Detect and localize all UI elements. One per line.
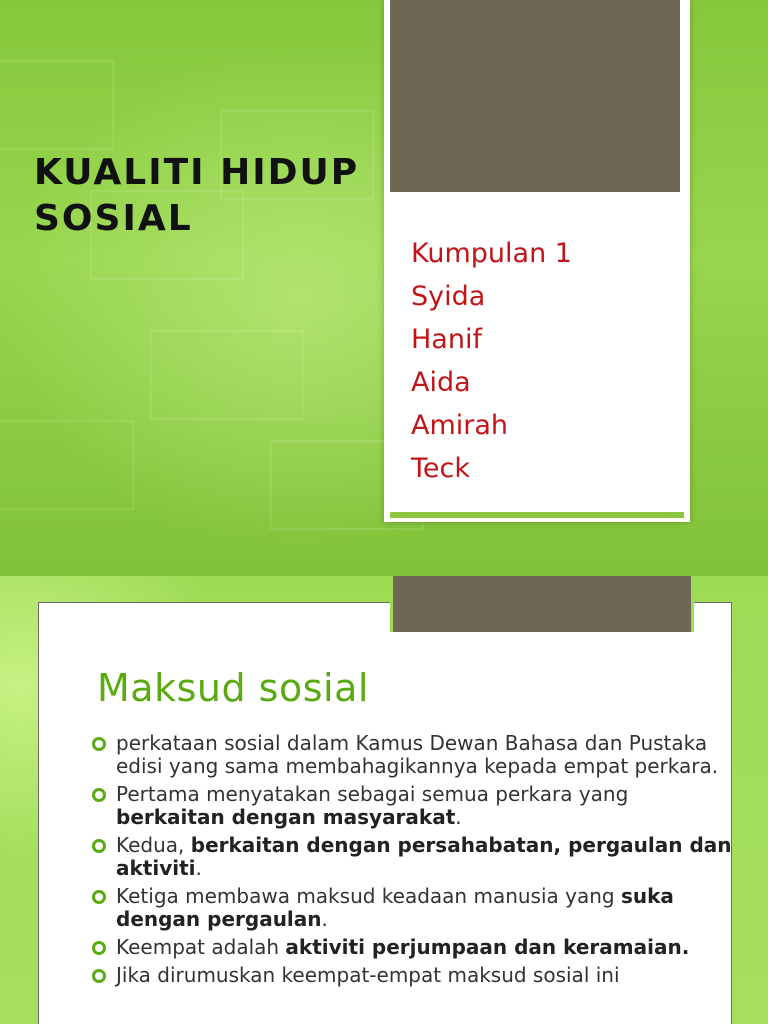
slide-title-line: KUALITI HIDUP	[34, 152, 360, 193]
member-name: Aida	[411, 367, 471, 398]
member-name: Amirah	[411, 410, 509, 441]
bullet-circle-icon	[92, 788, 106, 802]
bullet-circle-icon	[92, 839, 106, 853]
bullet-circle-icon	[92, 969, 106, 983]
panel-accent-bar	[390, 512, 684, 518]
bullet-item: Keempat adalah aktiviti perjumpaan dan keramaian.	[92, 936, 732, 959]
group-member-list	[411, 232, 572, 490]
panel-header-block	[390, 0, 680, 192]
bullet-circle-icon	[92, 941, 106, 955]
member-name: Hanif	[411, 324, 482, 355]
slide-title	[34, 150, 364, 242]
bullet-item: Ketiga membawa maksud keadaan manusia yang suka dengan pergaulan.	[92, 885, 732, 931]
hexagon-decoration	[150, 330, 304, 420]
bullet-list	[92, 732, 732, 992]
content-slide	[0, 576, 768, 1024]
bullet-circle-icon	[92, 737, 106, 751]
hexagon-decoration	[0, 60, 114, 150]
group-name: Kumpulan 1	[411, 238, 572, 269]
bullet-item: Kedua, berkaitan dengan persahabatan, pergaulan dan aktiviti.	[92, 834, 732, 880]
member-name: Teck	[411, 453, 470, 484]
header-block	[390, 576, 694, 632]
hexagon-decoration	[0, 420, 134, 510]
group-panel	[384, 0, 690, 522]
bullet-circle-icon	[92, 890, 106, 904]
member-name: Syida	[411, 281, 486, 312]
bullet-item: Pertama menyatakan sebagai semua perkara yang berkaitan dengan masyarakat.	[92, 783, 732, 829]
bullet-item: Jika dirumuskan keempat-empat maksud sosial ini	[92, 964, 732, 987]
slide-heading: Maksud sosial	[97, 666, 369, 710]
bullet-item: perkataan sosial dalam Kamus Dewan Bahasa dan Pustaka edisi yang sama membahagikannya kepada empat perkara.	[92, 732, 732, 778]
slide-title-line: SOSIAL	[34, 198, 193, 239]
